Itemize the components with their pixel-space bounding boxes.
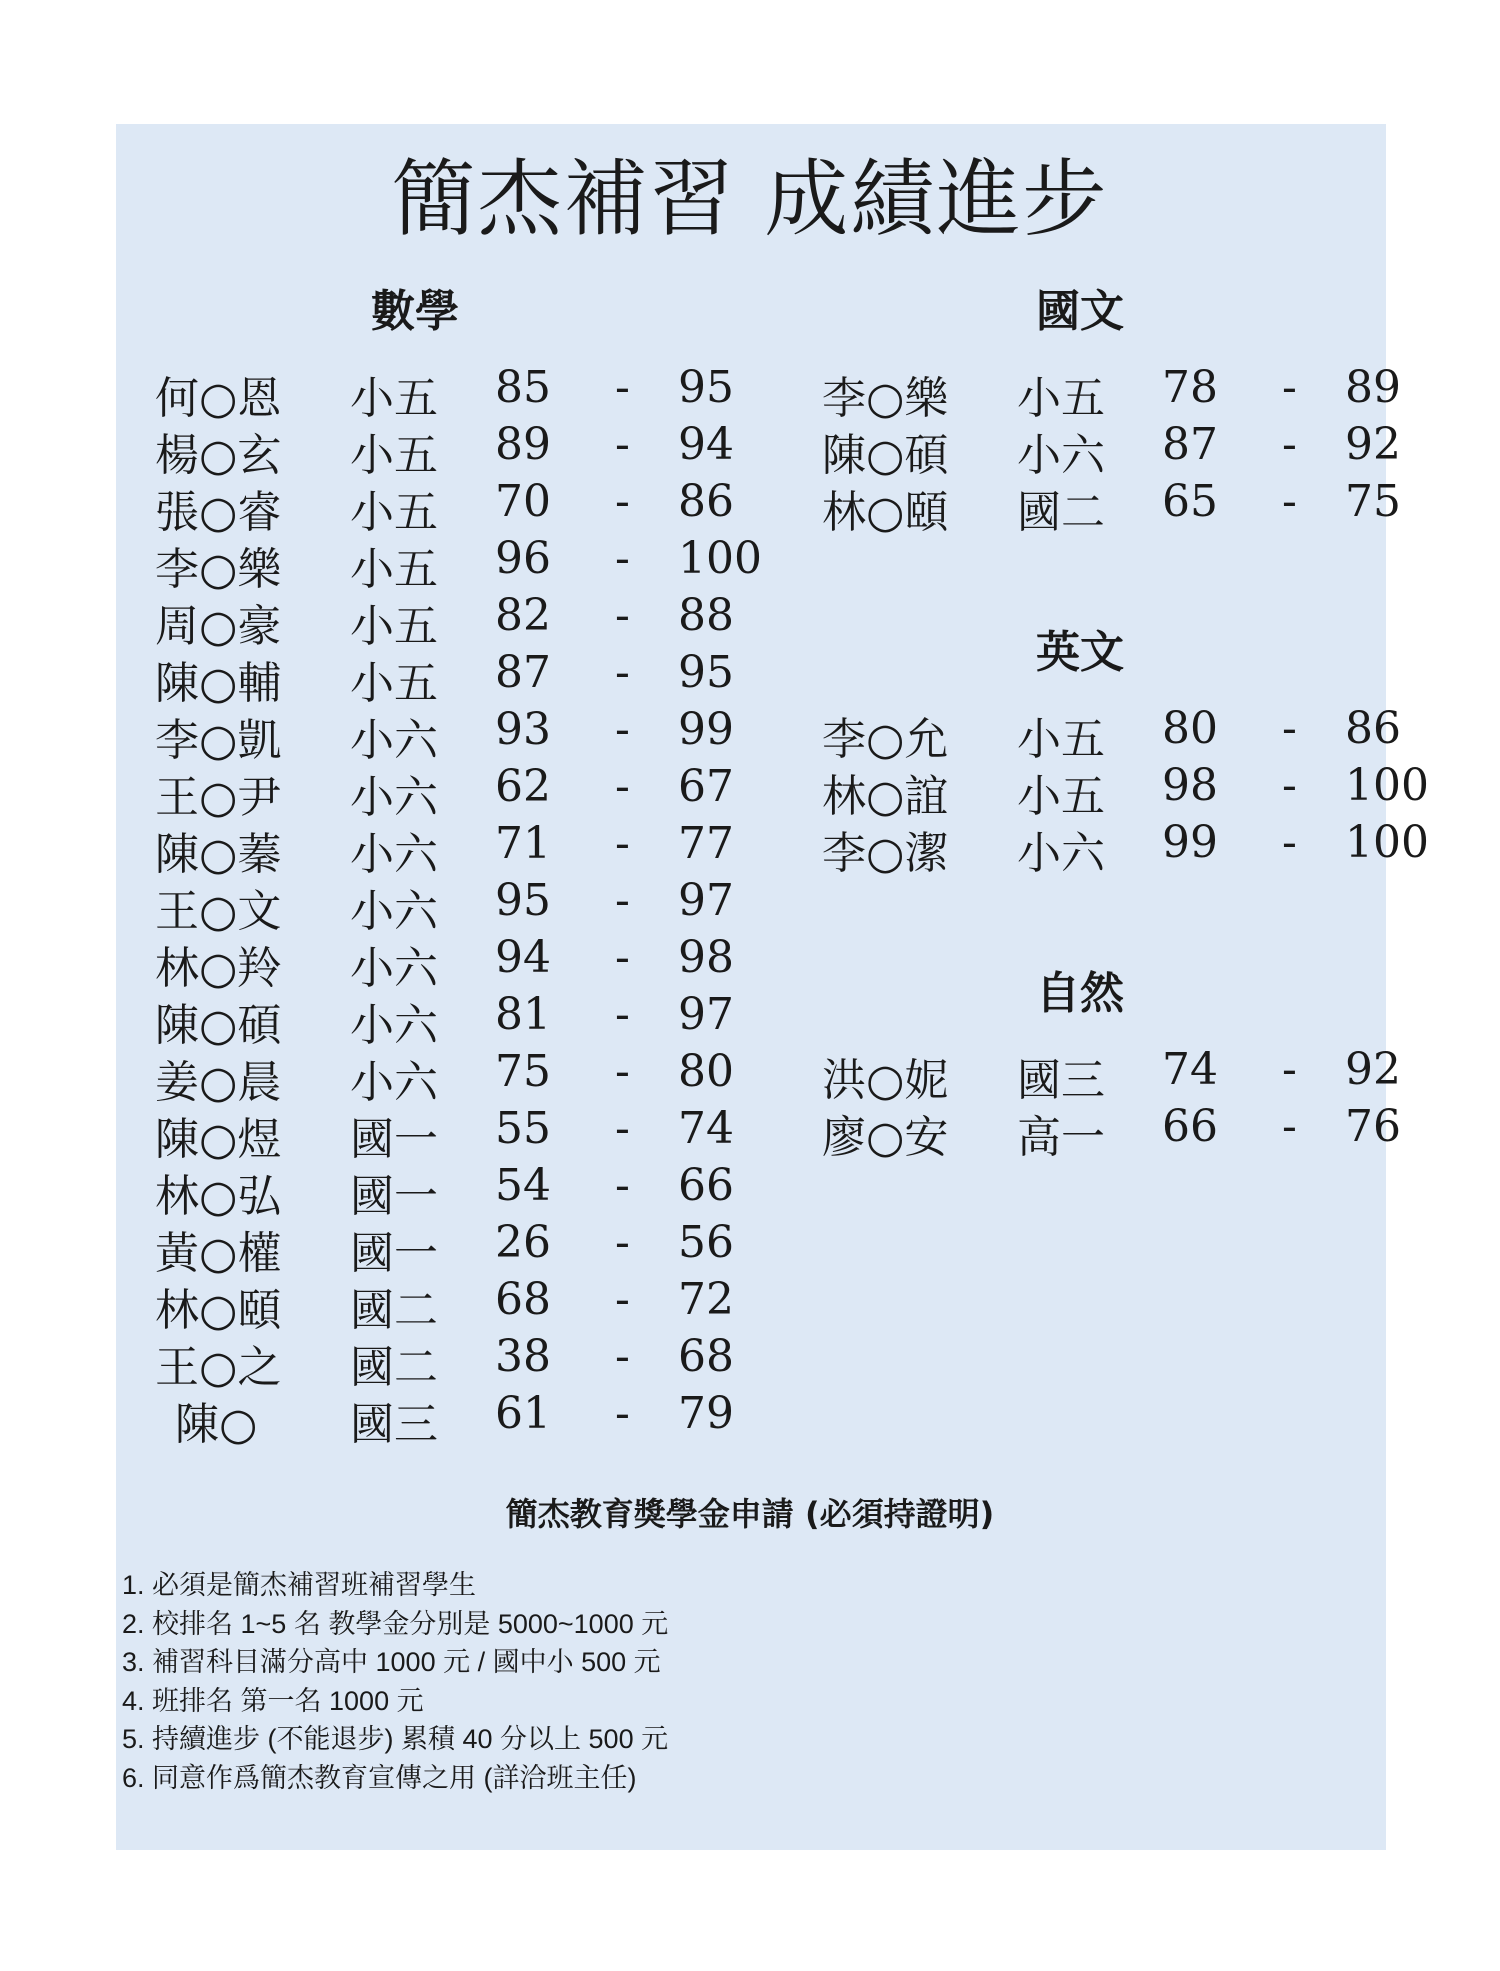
english-heading: 英文: [1036, 627, 1124, 678]
score-before: 98: [1162, 760, 1218, 811]
score-after: 67: [678, 761, 734, 812]
score-before: 65: [1162, 476, 1218, 527]
score-separator: -: [615, 1103, 630, 1154]
scholarship-rules: [122, 1566, 668, 1797]
score-after: 98: [678, 932, 734, 983]
score-before: 70: [495, 476, 551, 527]
score-separator: -: [615, 818, 630, 869]
grade-level: 小五: [350, 601, 438, 652]
student-name: 何○恩: [155, 373, 282, 424]
score-separator: -: [615, 647, 630, 698]
score-before: 99: [1162, 817, 1218, 868]
scholarship-rule: 1. 必須是簡杰補習班補習學生: [122, 1570, 477, 1600]
score-before: 94: [495, 932, 551, 983]
score-separator: -: [1282, 419, 1297, 470]
score-separator: -: [615, 761, 630, 812]
score-after: 72: [678, 1274, 734, 1325]
score-before: 38: [495, 1331, 551, 1382]
score-after: 86: [678, 476, 734, 527]
grade-level: 高一: [1017, 1112, 1105, 1163]
score-before: 68: [495, 1274, 551, 1325]
score-separator: -: [1282, 760, 1297, 811]
score-separator: -: [1282, 476, 1297, 527]
score-separator: -: [615, 1388, 630, 1439]
student-name: 王○尹: [155, 772, 282, 823]
score-before: 66: [1162, 1101, 1218, 1152]
score-after: 66: [678, 1160, 734, 1211]
grade-level: 小六: [350, 772, 438, 823]
grade-level: 小六: [1017, 828, 1105, 879]
grade-level: 小六: [350, 715, 438, 766]
score-before: 82: [495, 590, 551, 641]
score-separator: -: [615, 932, 630, 983]
student-name: 黃○權: [155, 1228, 282, 1279]
score-separator: -: [615, 875, 630, 926]
grade-level: 國三: [350, 1399, 438, 1450]
score-before: 89: [495, 419, 551, 470]
student-name: 王○之: [155, 1342, 282, 1393]
student-name: 李○樂: [155, 544, 282, 595]
score-after: 100: [1345, 817, 1429, 868]
score-before: 26: [495, 1217, 551, 1268]
score-separator: -: [615, 476, 630, 527]
grade-level: 小五: [1017, 771, 1105, 822]
grade-level: 小五: [350, 430, 438, 481]
student-name: 洪○妮: [822, 1055, 949, 1106]
score-after: 95: [678, 362, 734, 413]
scholarship-rule: 3. 補習科目滿分高中 1000 元 / 國中小 500 元: [122, 1647, 661, 1677]
page-title: 簡杰補習 成績進步: [391, 150, 1109, 248]
score-after: 74: [678, 1103, 734, 1154]
grade-level: 小五: [350, 658, 438, 709]
score-after: 97: [678, 875, 734, 926]
score-after: 95: [678, 647, 734, 698]
grade-level: 國一: [350, 1171, 438, 1222]
student-name: 林○誼: [822, 771, 949, 822]
score-before: 62: [495, 761, 551, 812]
score-before: 81: [495, 989, 551, 1040]
scholarship-rule: 6. 同意作爲簡杰教育宣傳之用 (詳洽班主任): [122, 1762, 637, 1793]
score-after: 100: [678, 533, 762, 584]
score-separator: -: [615, 533, 630, 584]
grade-level: 國二: [350, 1285, 438, 1336]
score-after: 100: [1345, 760, 1429, 811]
student-name: 林○頤: [155, 1285, 282, 1336]
score-before: 80: [1162, 703, 1218, 754]
score-before: 87: [495, 647, 551, 698]
student-name: 李○樂: [822, 373, 949, 424]
grade-level: 國一: [350, 1228, 438, 1279]
score-separator: -: [615, 1331, 630, 1382]
math-heading: 數學: [371, 286, 459, 337]
score-after: 86: [1345, 703, 1401, 754]
student-name: 李○潔: [822, 828, 949, 879]
score-separator: -: [1282, 1044, 1297, 1095]
score-after: 56: [678, 1217, 734, 1268]
grade-level: 小六: [350, 1057, 438, 1108]
score-before: 74: [1162, 1044, 1218, 1095]
student-name: 林○弘: [155, 1171, 282, 1222]
score-after: 75: [1345, 476, 1401, 527]
score-before: 61: [495, 1388, 551, 1439]
score-separator: -: [615, 1046, 630, 1097]
score-separator: -: [615, 989, 630, 1040]
score-separator: -: [615, 704, 630, 755]
grade-level: 小五: [350, 544, 438, 595]
scholarship-title: 簡杰教育獎學金申請 (必須持證明): [505, 1495, 995, 1533]
score-after: 79: [678, 1388, 734, 1439]
student-name: 姜○晨: [155, 1057, 282, 1108]
student-name: 陳○煜: [155, 1114, 282, 1165]
grade-level: 國二: [1017, 487, 1105, 538]
scholarship-rule: 2. 校排名 1~5 名 教學金分別是 5000~1000 元: [122, 1608, 669, 1639]
grade-level: 小六: [350, 943, 438, 994]
score-separator: -: [615, 590, 630, 641]
score-before: 85: [495, 362, 551, 413]
student-name: 李○凱: [155, 715, 282, 766]
score-after: 89: [1345, 362, 1401, 413]
score-before: 87: [1162, 419, 1218, 470]
student-name: 林○羚: [155, 943, 282, 994]
grade-level: 小六: [350, 829, 438, 880]
score-separator: -: [1282, 817, 1297, 868]
science-heading: 自然: [1036, 968, 1124, 1019]
student-name: 王○文: [155, 886, 282, 937]
score-before: 75: [495, 1046, 551, 1097]
grade-level: 小六: [350, 1000, 438, 1051]
score-before: 55: [495, 1103, 551, 1154]
score-separator: -: [615, 1274, 630, 1325]
student-name: 陳○碩: [155, 1000, 282, 1051]
grade-level: 小五: [1017, 714, 1105, 765]
score-after: 94: [678, 419, 734, 470]
score-separator: -: [1282, 1101, 1297, 1152]
score-after: 80: [678, 1046, 734, 1097]
score-after: 76: [1345, 1101, 1401, 1152]
student-name: 陳○碩: [822, 430, 949, 481]
score-after: 99: [678, 704, 734, 755]
score-after: 92: [1345, 419, 1401, 470]
score-after: 68: [678, 1331, 734, 1382]
score-after: 77: [678, 818, 734, 869]
score-after: 97: [678, 989, 734, 1040]
score-separator: -: [615, 419, 630, 470]
student-name: 廖○安: [822, 1112, 949, 1163]
score-before: 95: [495, 875, 551, 926]
student-name: 陳○輔: [155, 658, 282, 709]
student-name: 陳○: [175, 1399, 258, 1450]
score-separator: -: [615, 362, 630, 413]
grade-level: 國二: [350, 1342, 438, 1393]
score-separator: -: [615, 1217, 630, 1268]
score-after: 92: [1345, 1044, 1401, 1095]
grade-level: 小六: [350, 886, 438, 937]
student-name: 楊○玄: [155, 430, 282, 481]
grade-level: 國三: [1017, 1055, 1105, 1106]
score-separator: -: [615, 1160, 630, 1211]
student-name: 李○允: [822, 714, 949, 765]
chinese-heading: 國文: [1036, 286, 1124, 337]
scholarship-rule: 5. 持續進步 (不能退步) 累積 40 分以上 500 元: [122, 1724, 669, 1754]
score-before: 96: [495, 533, 551, 584]
score-separator: -: [1282, 362, 1297, 413]
grade-level: 小五: [1017, 373, 1105, 424]
student-name: 陳○蓁: [155, 829, 282, 880]
student-name: 張○睿: [155, 487, 282, 538]
score-before: 54: [495, 1160, 551, 1211]
scholarship-rule: 4. 班排名 第一名 1000 元: [122, 1685, 424, 1716]
student-name: 林○頤: [822, 487, 949, 538]
score-before: 93: [495, 704, 551, 755]
student-name: 周○豪: [155, 601, 282, 652]
grade-level: 小五: [350, 487, 438, 538]
score-after: 88: [678, 590, 734, 641]
grade-level: 小六: [1017, 430, 1105, 481]
score-separator: -: [1282, 703, 1297, 754]
score-before: 78: [1162, 362, 1218, 413]
score-before: 71: [495, 818, 551, 869]
grade-level: 小五: [350, 373, 438, 424]
grade-level: 國一: [350, 1114, 438, 1165]
